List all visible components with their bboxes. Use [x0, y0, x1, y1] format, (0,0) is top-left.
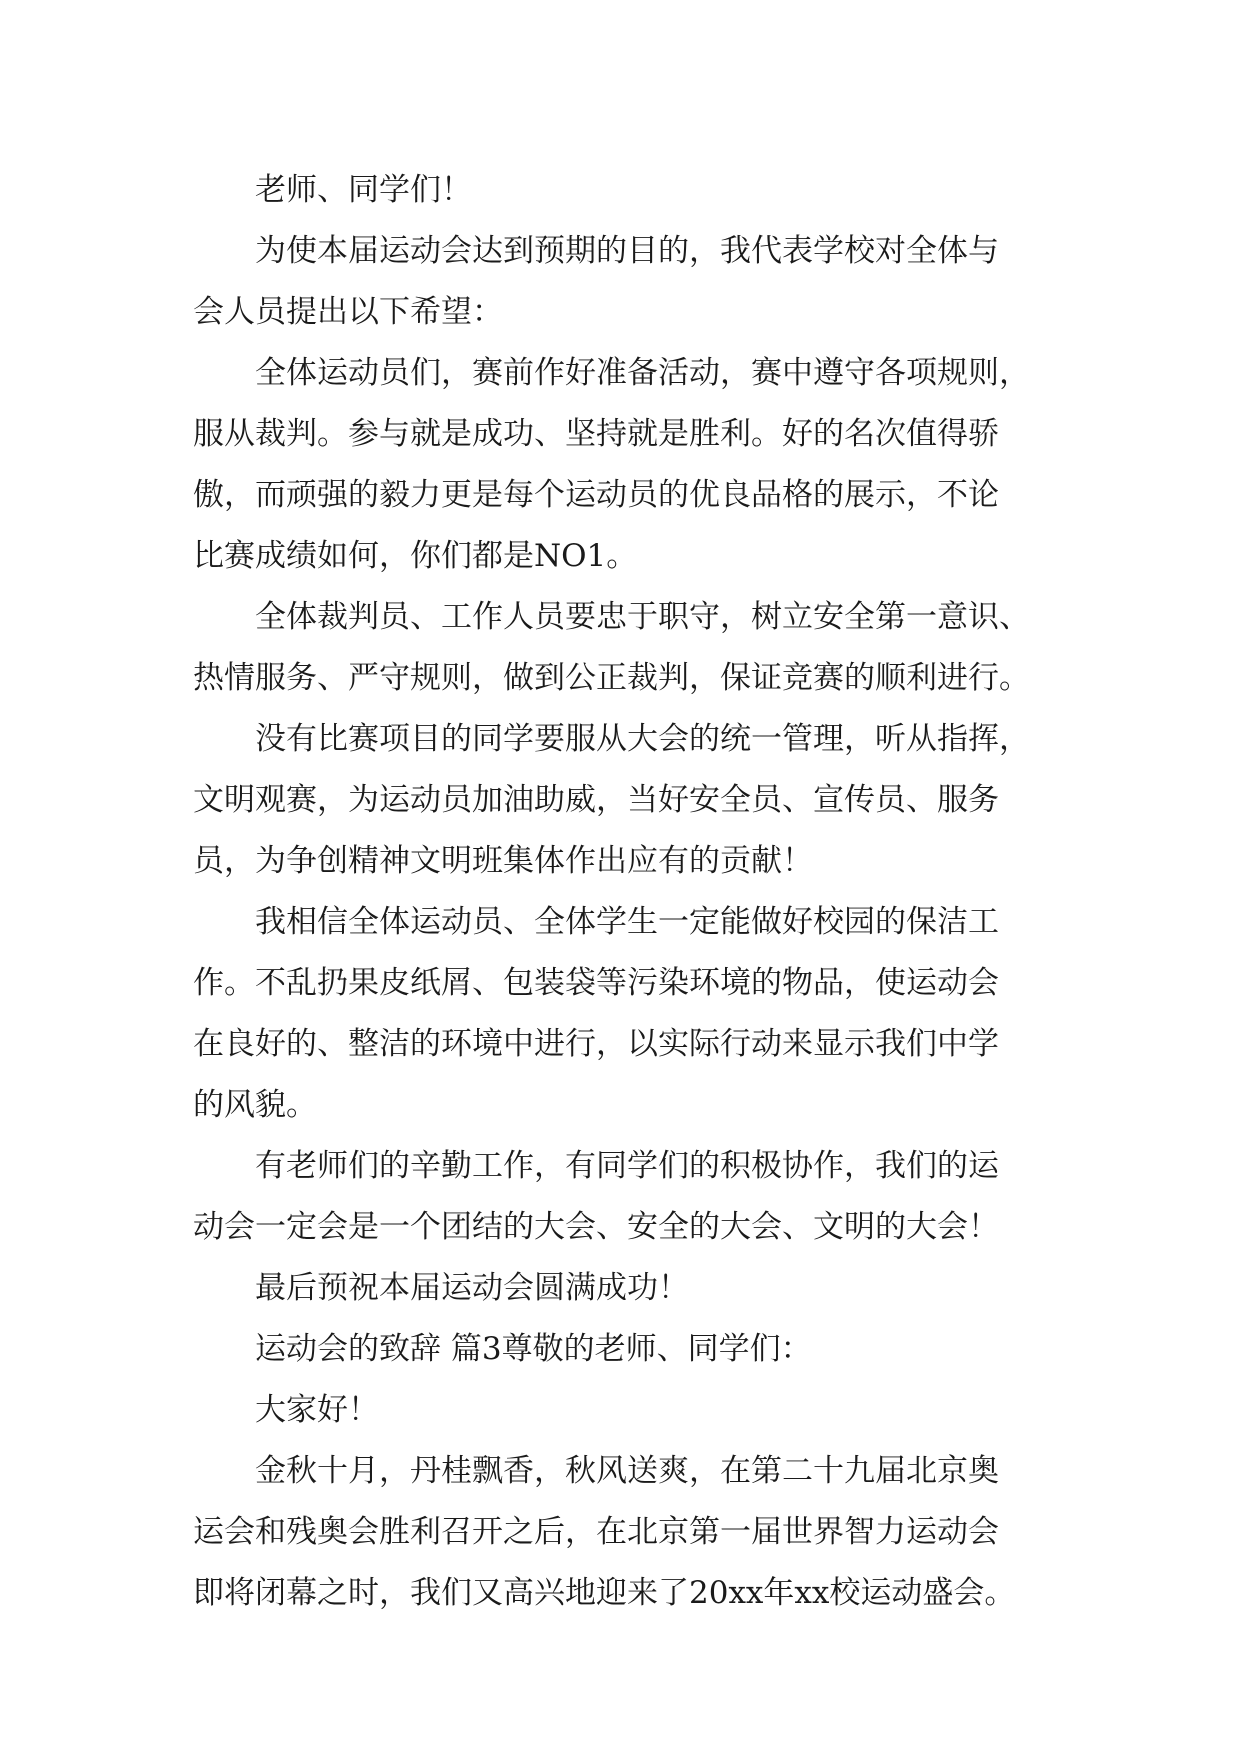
- text-line: 老师、同学们！: [255, 172, 472, 208]
- paragraph-hello: [193, 1380, 1055, 1441]
- paragraph-referees: [193, 587, 1055, 709]
- paragraph-wishes: [193, 1258, 1055, 1319]
- text-line: 没有比赛项目的同学要服从大会的统一管理，听从指挥，: [255, 721, 1030, 757]
- paragraph-intro: [193, 221, 1055, 343]
- text-line: 运会和残奥会胜利召开之后，在北京第一届世界智力运动会: [193, 1514, 999, 1550]
- text-line: 会人员提出以下希望：: [193, 294, 503, 330]
- document-body: [193, 160, 1055, 1624]
- text-line: 在良好的、整洁的环境中进行，以实际行动来显示我们中学: [193, 1026, 999, 1062]
- paragraph-section-heading: [193, 1319, 1055, 1380]
- paragraph-cleanliness: [193, 892, 1055, 1136]
- text-line: 的风貌。: [193, 1087, 317, 1123]
- text-line: 最后预祝本届运动会圆满成功！: [255, 1270, 689, 1306]
- text-line: 金秋十月，丹桂飘香，秋风送爽，在第二十九届北京奥: [255, 1453, 999, 1489]
- text-line: 作。不乱扔果皮纸屑、包装袋等污染环境的物品，使运动会: [193, 965, 999, 1001]
- text-line: 比赛成绩如何，你们都是NO1。: [193, 538, 638, 574]
- paragraph-autumn: [193, 1441, 1055, 1624]
- text-line: 全体运动员们，赛前作好准备活动，赛中遵守各项规则，: [255, 355, 1030, 391]
- text-line: 动会一定会是一个团结的大会、安全的大会、文明的大会！: [193, 1209, 999, 1245]
- paragraph-teamwork: [193, 1136, 1055, 1258]
- text-line: 热情服务、严守规则，做到公正裁判，保证竞赛的顺利进行。: [193, 660, 1030, 696]
- paragraph-athletes: [193, 343, 1055, 587]
- text-line: 有老师们的辛勤工作，有同学们的积极协作，我们的运: [255, 1148, 999, 1184]
- paragraph-spectators: [193, 709, 1055, 892]
- text-line: 傲，而顽强的毅力更是每个运动员的优良品格的展示，不论: [193, 477, 999, 513]
- text-line: 大家好！: [255, 1392, 379, 1428]
- text-line: 服从裁判。参与就是成功、坚持就是胜利。好的名次值得骄: [193, 416, 999, 452]
- paragraph-greeting: [193, 160, 1055, 221]
- text-line: 即将闭幕之时，我们又高兴地迎来了20xx年xx校运动盛会。: [193, 1575, 1016, 1611]
- text-line: 员，为争创精神文明班集体作出应有的贡献！: [193, 843, 813, 879]
- text-line: 全体裁判员、工作人员要忠于职守，树立安全第一意识、: [255, 599, 1030, 635]
- text-line: 文明观赛，为运动员加油助威，当好安全员、宣传员、服务: [193, 782, 999, 818]
- text-line: 运动会的致辞 篇3尊敬的老师、同学们：: [255, 1331, 812, 1367]
- text-line: 为使本届运动会达到预期的目的，我代表学校对全体与: [255, 233, 999, 269]
- text-line: 我相信全体运动员、全体学生一定能做好校园的保洁工: [255, 904, 999, 940]
